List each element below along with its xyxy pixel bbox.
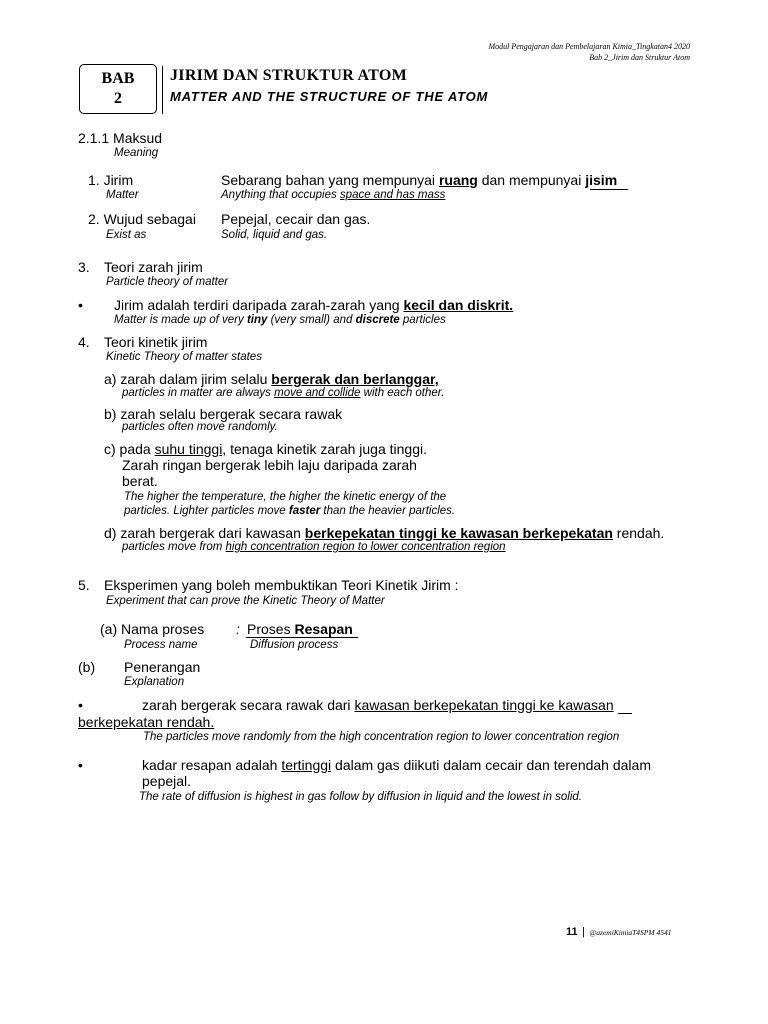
keyword-jisim: jisim: [585, 172, 618, 188]
chapter-box: [79, 64, 157, 114]
footer-credit: @azemiKimiaT4SPM 4541: [589, 928, 672, 937]
section-3-number: 3.: [78, 259, 90, 275]
def1-definition: Sebarang bahan yang mempunyai ruang dan mempunyai jisim: [221, 172, 618, 188]
page-number: 11: [566, 926, 578, 938]
def1-term: 1. Jirim: [88, 172, 134, 188]
section-2-1-1-title: 2.1.1 Maksud: [78, 130, 163, 146]
section-3-bullet: Jirim adalah terdiri daripada zarah-zarah yang kecil dan diskrit.: [114, 297, 514, 313]
bullet-2-mark: •: [78, 757, 83, 773]
item-4d: d) zarah bergerak dari kawasan berkepekatan tinggi ke kawasan berkepekatan rendah.: [104, 525, 665, 541]
chapter-number: 2: [114, 90, 122, 107]
def2-definition: Pepejal, cecair dan gas.: [221, 211, 371, 227]
chapter-label: BAB: [101, 70, 135, 87]
keyword-ruang: ruang: [438, 172, 478, 188]
item-5a-label: (a) Nama proses: [100, 621, 205, 637]
section-3-title: Teori zarah jirim: [104, 259, 203, 275]
def1-definition-en: Anything that occupies space and has mass: [221, 189, 446, 201]
item-5a-value-en: Diffusion process: [250, 639, 339, 651]
item-5a-colon: :: [236, 621, 240, 637]
item-5a-value: Proses Resapan: [247, 621, 353, 637]
section-2-1-1-title-en: Meaning: [114, 147, 159, 159]
def2-definition-en: Solid, liquid and gas.: [221, 229, 328, 241]
bullet-2-text: kadar resapan adalah tertinggi dalam gas diikuti dalam cecair dan terendah dalam: [142, 757, 651, 773]
section-4-title: Teori kinetik jirim: [104, 334, 208, 350]
footer: [566, 922, 672, 940]
bullet-1-en: The particles move randomly from the high concentration region to lower concentration region: [143, 731, 620, 743]
chapter-title-en: MATTER AND THE STRUCTURE OF THE ATOM: [170, 89, 489, 104]
bullet-2-en: The rate of diffusion is highest in gas follow by diffusion in liquid and the lowest in solid.: [139, 791, 583, 803]
bullet-1-line-2: berkepekatan rendah.: [78, 714, 215, 730]
item-4c-en-1: The higher the temperature, the higher the kinetic energy of the: [124, 491, 447, 503]
jisim-underline: [590, 189, 628, 190]
item-5b-title-en: Explanation: [124, 676, 185, 688]
footer-separator: |: [582, 926, 585, 938]
bullet-1-mark: •: [78, 697, 83, 713]
bullet-1-underline-extend: [618, 713, 632, 714]
section-5-title: Eksperimen yang boleh membuktikan Teori Kinetik Jirim :: [104, 577, 459, 593]
header-line-2: Bab 2_Jirim dan Struktur Atom: [589, 53, 690, 62]
section-5-title-en: Experiment that can prove the Kinetic Theory of Matter: [106, 595, 385, 607]
chapter-title: JIRIM DAN STRUKTUR ATOM: [170, 67, 407, 84]
chapter-divider: [162, 66, 163, 114]
item-5b-label: (b): [78, 659, 96, 675]
section-4-number: 4.: [78, 334, 90, 350]
section-5-number: 5.: [78, 577, 90, 593]
item-5a-underline: [246, 637, 358, 638]
item-4c-line-3: berat.: [122, 473, 158, 489]
def1-term-en: Matter: [106, 189, 139, 201]
item-4a: a) zarah dalam jirim selalu bergerak dan berlanggar,: [104, 371, 439, 387]
bullet-1-text: zarah bergerak secara rawak dari kawasan berkepekatan tinggi ke kawasan: [142, 697, 614, 713]
item-4c-line-2: Zarah ringan bergerak lebih laju daripada zarah: [122, 457, 417, 473]
bullet-2-line-2: pepejal.: [142, 773, 192, 789]
bullet-mark: •: [78, 297, 83, 313]
section-3-bullet-en: Matter is made up of very tiny (very small) and discrete particles: [114, 314, 446, 326]
item-4d-en: particles move from high concentration region to lower concentration region: [122, 541, 506, 553]
item-5b-title: Penerangan: [124, 659, 201, 675]
def2-term-en: Exist as: [106, 229, 147, 241]
header-line-1: Modul Pengajaran dan Pembelajaran Kimia_Tingkatan4 2020: [488, 42, 690, 51]
item-4c-en-2: particles. Lighter particles move faster than the heavier particles.: [124, 505, 456, 517]
item-4b: b) zarah selalu bergerak secara rawak: [104, 406, 343, 422]
item-4a-en: particles in matter are always move and collide with each other.: [122, 387, 445, 399]
section-4-title-en: Kinetic Theory of matter states: [106, 351, 262, 363]
item-5a-label-en: Process name: [124, 639, 198, 651]
def2-term: 2. Wujud sebagai: [88, 211, 196, 227]
section-3-title-en: Particle theory of matter: [106, 276, 229, 288]
item-4b-en: particles often move randomly.: [122, 421, 278, 433]
item-4c: c) pada suhu tinggi, tenaga kinetik zarah juga tinggi.: [104, 441, 428, 457]
